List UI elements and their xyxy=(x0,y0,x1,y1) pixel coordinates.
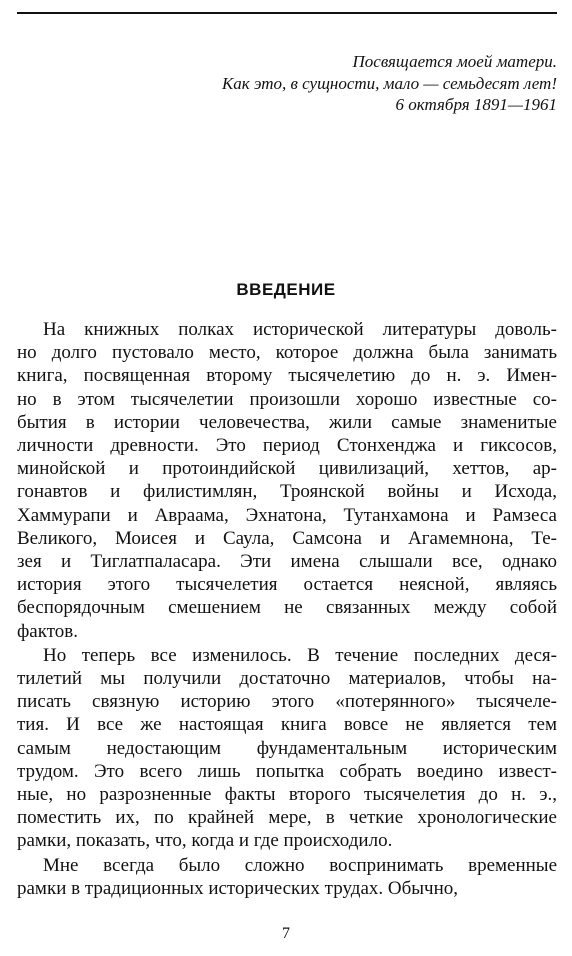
text-line: личности древности. Это период Стонхенджа и гиксосов, xyxy=(17,435,557,457)
chapter-heading: ВВЕДЕНИЕ xyxy=(236,280,336,299)
text-line: фактов. xyxy=(17,620,78,642)
text-line: книга, посвященная второму тысячелетию до н. э. Имен- xyxy=(17,365,557,387)
text-line: На книжных полках исторической литературы доволь- xyxy=(43,319,557,340)
text-line: трудом. Это всего лишь попытка собрать воедино извест- xyxy=(17,760,557,782)
dedication-line: Как это, в сущности, мало — семьдесят лет! xyxy=(221,73,557,93)
text-line: ные, но разрозненные факты второго тысячелетия до н. э., xyxy=(17,784,557,806)
text-line: самым недостающим фундаментальным историческим xyxy=(17,737,557,759)
text-line: тия. И все же настоящая книга вовсе не является тем xyxy=(17,714,557,736)
body-paragraph xyxy=(17,318,557,643)
body-paragraph xyxy=(17,854,557,900)
text-line: история этого тысячелетия остается неясной, являясь xyxy=(17,574,557,596)
text-line: Но теперь все изменилось. В течение последних деся- xyxy=(43,644,557,666)
body-text xyxy=(17,318,557,900)
text-line: писать связную историю этого «потерянного» тысячеле- xyxy=(17,691,557,713)
text-line: рамки, показать, что, когда и где происходило. xyxy=(17,830,393,852)
text-line: но в этом тысячелетии произошли хорошо известные со- xyxy=(17,388,557,410)
text-line: беспорядочным смешением не связанных между собой xyxy=(17,597,557,619)
page-number: 7 xyxy=(282,925,290,942)
text-line: Мне всегда было сложно воспринимать временные xyxy=(43,854,557,876)
dedication-line: Посвящается моей матери. xyxy=(352,52,557,71)
text-line: минойской и протоиндийской цивилизаций, хеттов, ар- xyxy=(17,458,557,480)
top-rule xyxy=(17,12,557,14)
text-line: гонавтов и филистимлян, Троянской войны и Исхода, xyxy=(17,481,557,503)
text-line: бытия в истории человечества, жили самые знаменитые xyxy=(17,411,557,433)
text-line: тилетий мы получили достаточно материалов, чтобы на- xyxy=(17,668,557,690)
dedication-line: 6 октября 1891—1961 xyxy=(395,95,557,114)
text-line: зея и Тиглатпаласара. Эти имена слышали все, однако xyxy=(17,551,557,573)
text-line: но долго пустовало место, которое должна была занимать xyxy=(17,342,557,364)
text-line: рамки в традиционных исторических трудах. Обычно, xyxy=(17,877,458,899)
text-line: Хаммурапи и Авраама, Эхнатона, Тутанхамона и Рамзеса xyxy=(17,504,557,526)
text-line: Великого, Моисея и Саула, Самсона и Агамемнона, Те- xyxy=(17,527,557,549)
body-paragraph xyxy=(17,644,557,853)
text-line: поместить их, по крайней мере, в четкие хронологические xyxy=(17,807,557,829)
dedication-epigraph xyxy=(222,51,557,116)
